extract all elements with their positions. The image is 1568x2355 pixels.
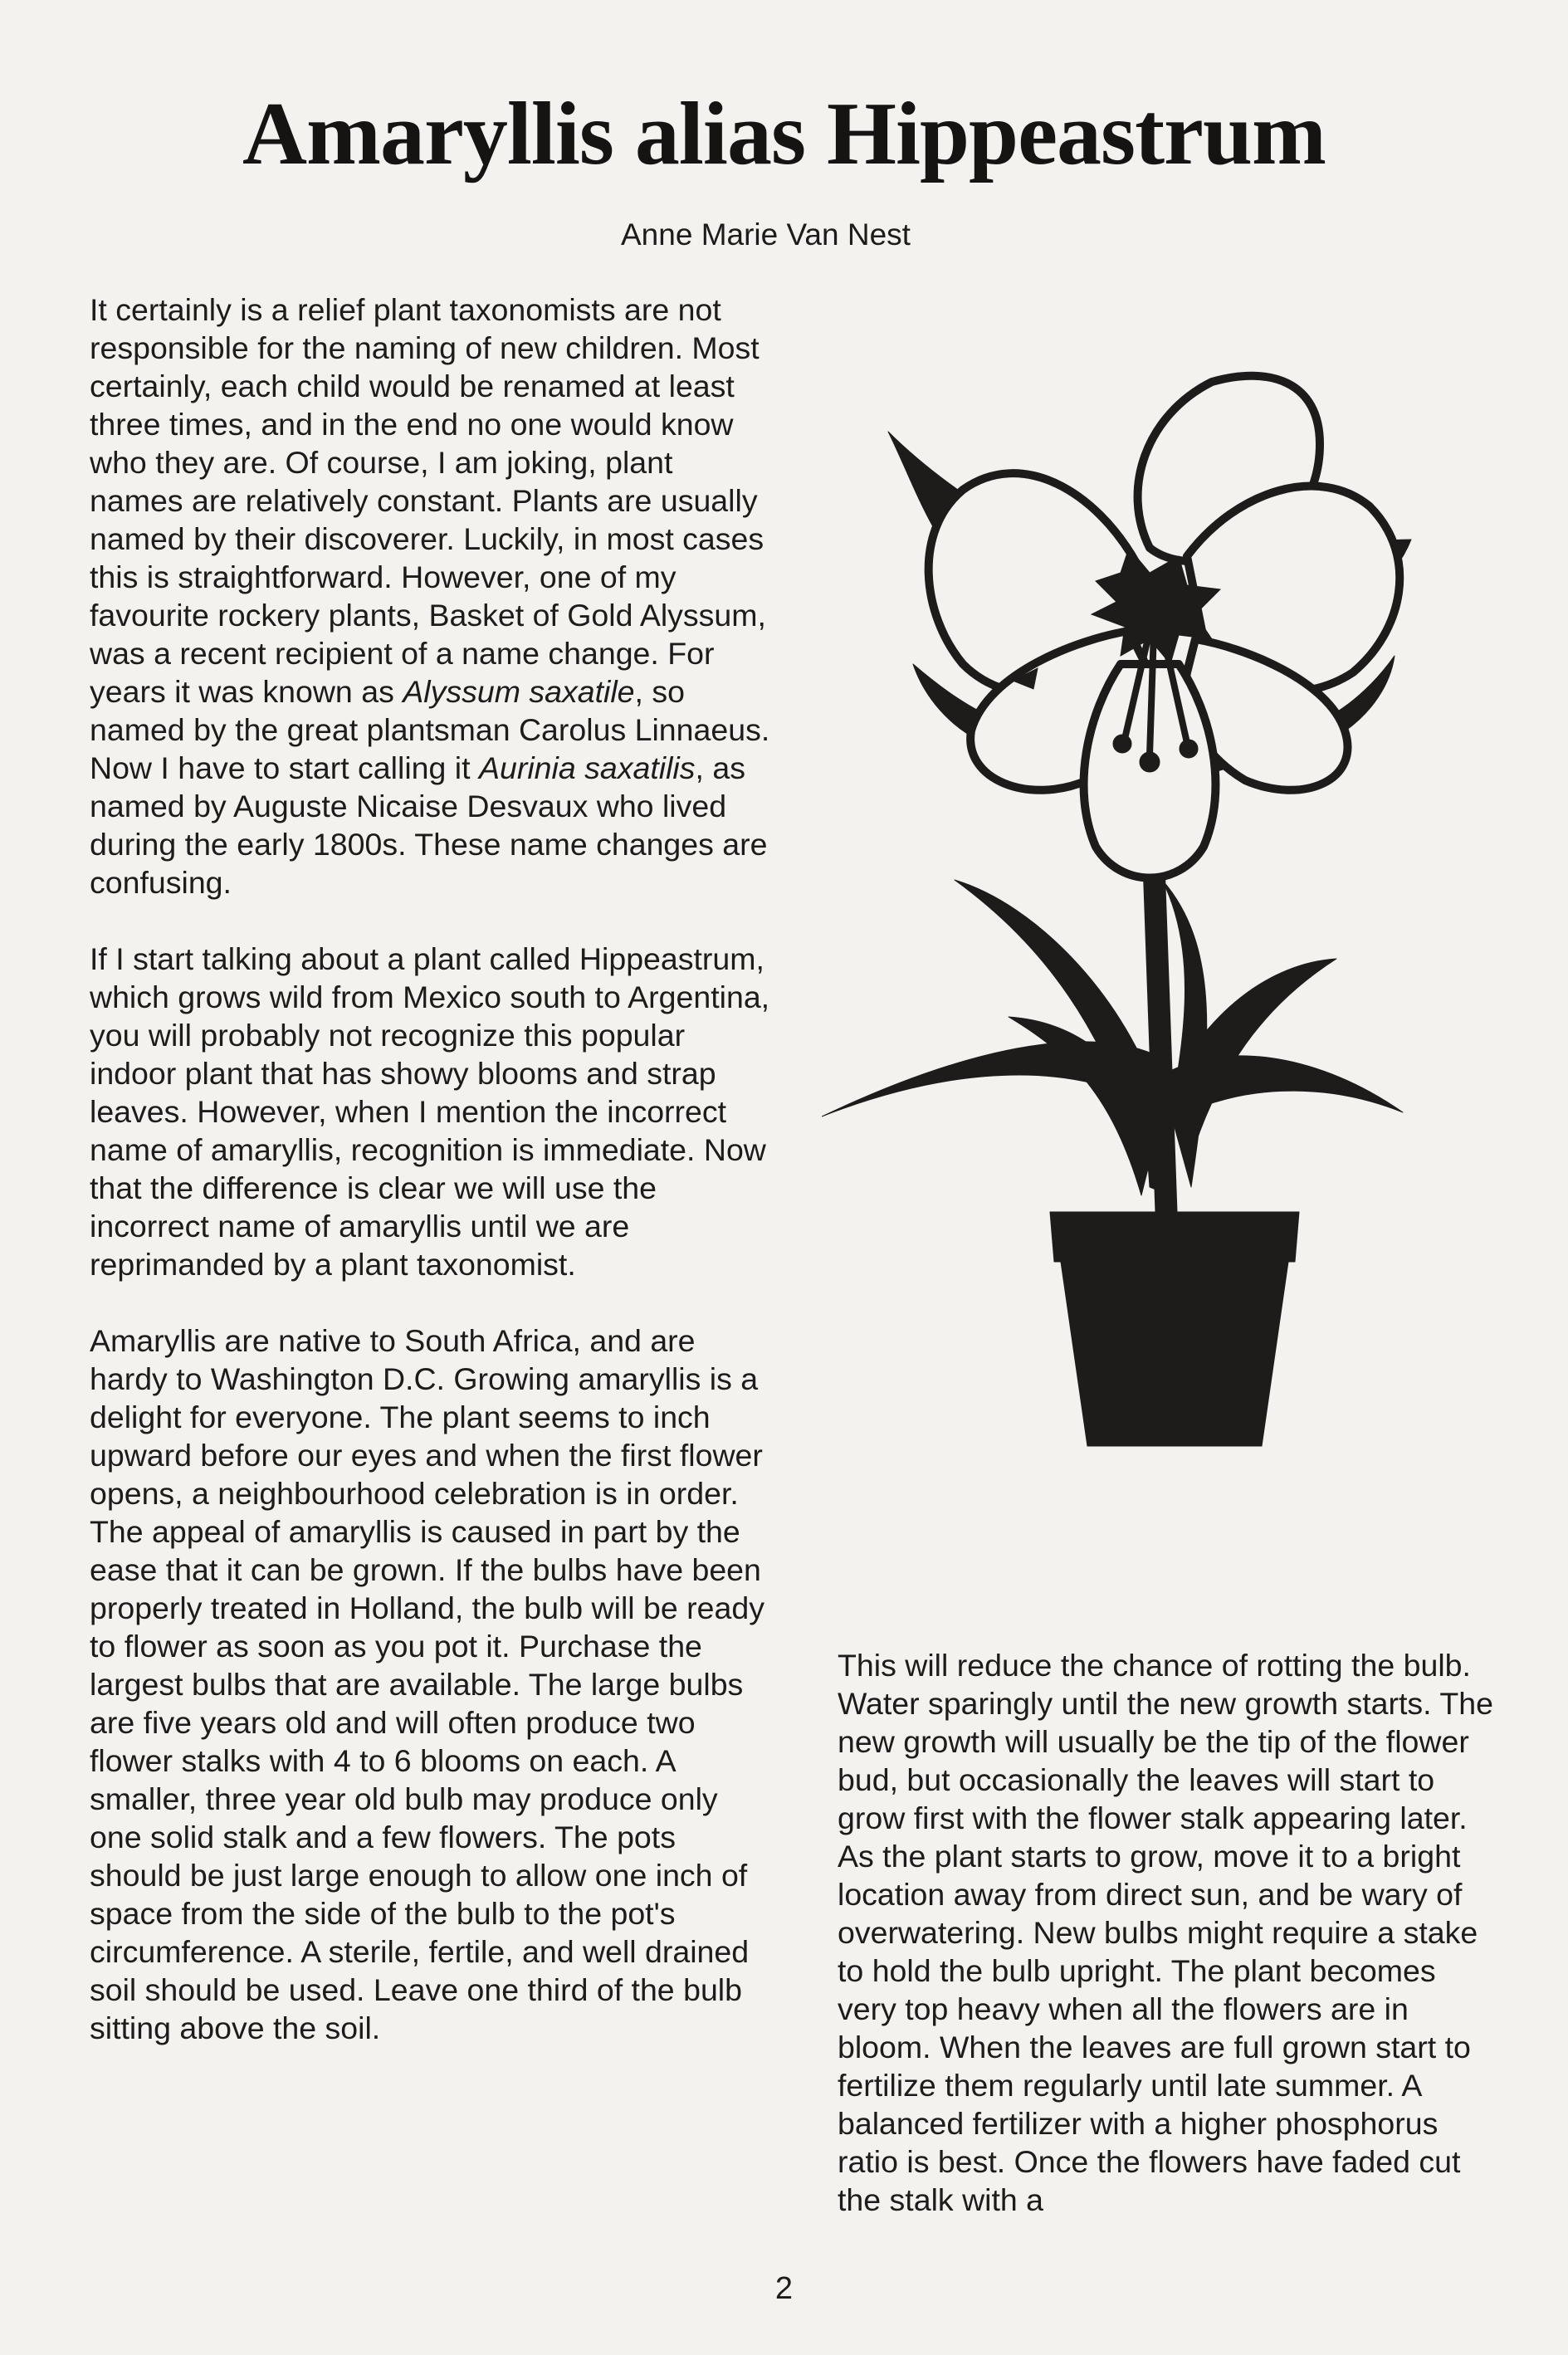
pot-body-shape xyxy=(1061,1262,1288,1446)
paragraph-4: This will reduce the chance of rotting the bulb. Water sparingly until the new growth starts. The new growth will usually be the tip of the flower bud, but occasionally the leaves will start to grow first with the flower stalk appearing later. As the plant starts to grow, move it to a bright location away from direct sun, and be wary of overwatering. New bulbs might require a stake to hold the bulb upright. The plant becomes very top heavy when all the flowers are in bloom. When the leaves are full grown start to fertilize them regularly until late summer. A balanced fertilizer with a higher phosphorus ratio is best. Once the flowers have faded cut the stalk with a xyxy=(838,1648,1493,2217)
stamen-1 xyxy=(1150,631,1154,755)
article-title: Amaryllis alias Hippeastrum xyxy=(242,85,1326,183)
amaryllis-in-pot-icon xyxy=(822,365,1419,1461)
paragraph-1-text-b: , so named by the great plantsman Carolus Linnaeus. Now I have to start calling it xyxy=(90,674,770,785)
leaf-left-mid xyxy=(1009,1017,1158,1195)
page-number: 2 xyxy=(774,2271,794,2306)
paragraph-2: If I start talking about a plant called Hippeastrum, which grows wild from Mexico south to Argentina, you will probably not recognize this popular indoor plant that has showy blooms and strap leaves. However, when I mention the incorrect name of amaryllis, recognition is immediate. Now that the difference is clear we will use the incorrect name of amaryllis until we are reprimanded by a plant taxonomist. xyxy=(90,941,770,1282)
anther-3 xyxy=(1113,735,1131,753)
paragraph-1-italic-2: Aurinia saxatilis xyxy=(478,750,696,785)
right-column xyxy=(838,1646,1502,2257)
left-column xyxy=(90,291,770,2085)
paragraph-1-italic-1: Alyssum saxatile xyxy=(403,674,635,709)
anther-2 xyxy=(1180,740,1198,758)
anther-1 xyxy=(1140,752,1160,772)
paragraph-1 xyxy=(90,291,770,901)
paragraph-1-text-a: It certainly is a relief plant taxonomists are not responsible for the naming of new children. Most certainly, each child would be renamed at least three times, and in the end no one would know who they are. Of course, I am joking, plant names are relatively constant. Plants are usually named by their discoverer. Luckily, in most cases this is straightforward. However, one of my favourite rockery plants, Basket of Gold Alyssum, was a recent recipient of a name change. For years it was known as xyxy=(90,292,766,709)
author-byline: Anne Marie Van Nest xyxy=(621,217,911,252)
paragraph-3: Amaryllis are native to South Africa, and are hardy to Washington D.C. Growing amaryllis is a delight for everyone. The plant seems to inch upward before our eyes and when the first flower opens, a neighbourhood celebration is in order. The appeal of amaryllis is caused in part by the ease that it can be grown. If the bulbs have been properly treated in Holland, the bulb will be ready to flower as soon as you pot it. Purchase the largest bulbs that are available. The large bulbs are five years old and will often produce two flower stalks with 4 to 6 blooms on each. A smaller, three year old bulb may produce only one solid stalk and a few flowers. The pots should be just large enough to allow one inch of space from the side of the bulb to the pot's circumference. A sterile, fertile, and well drained soil should be used. Leave one third of the bulb sitting above the soil. xyxy=(90,1323,764,2045)
pot-rim-shape xyxy=(1050,1212,1299,1262)
paragraph-1-text-c: , as named by Auguste Nicaise Desvaux who lived during the early 1800s. These name changes are confusing. xyxy=(90,750,768,900)
